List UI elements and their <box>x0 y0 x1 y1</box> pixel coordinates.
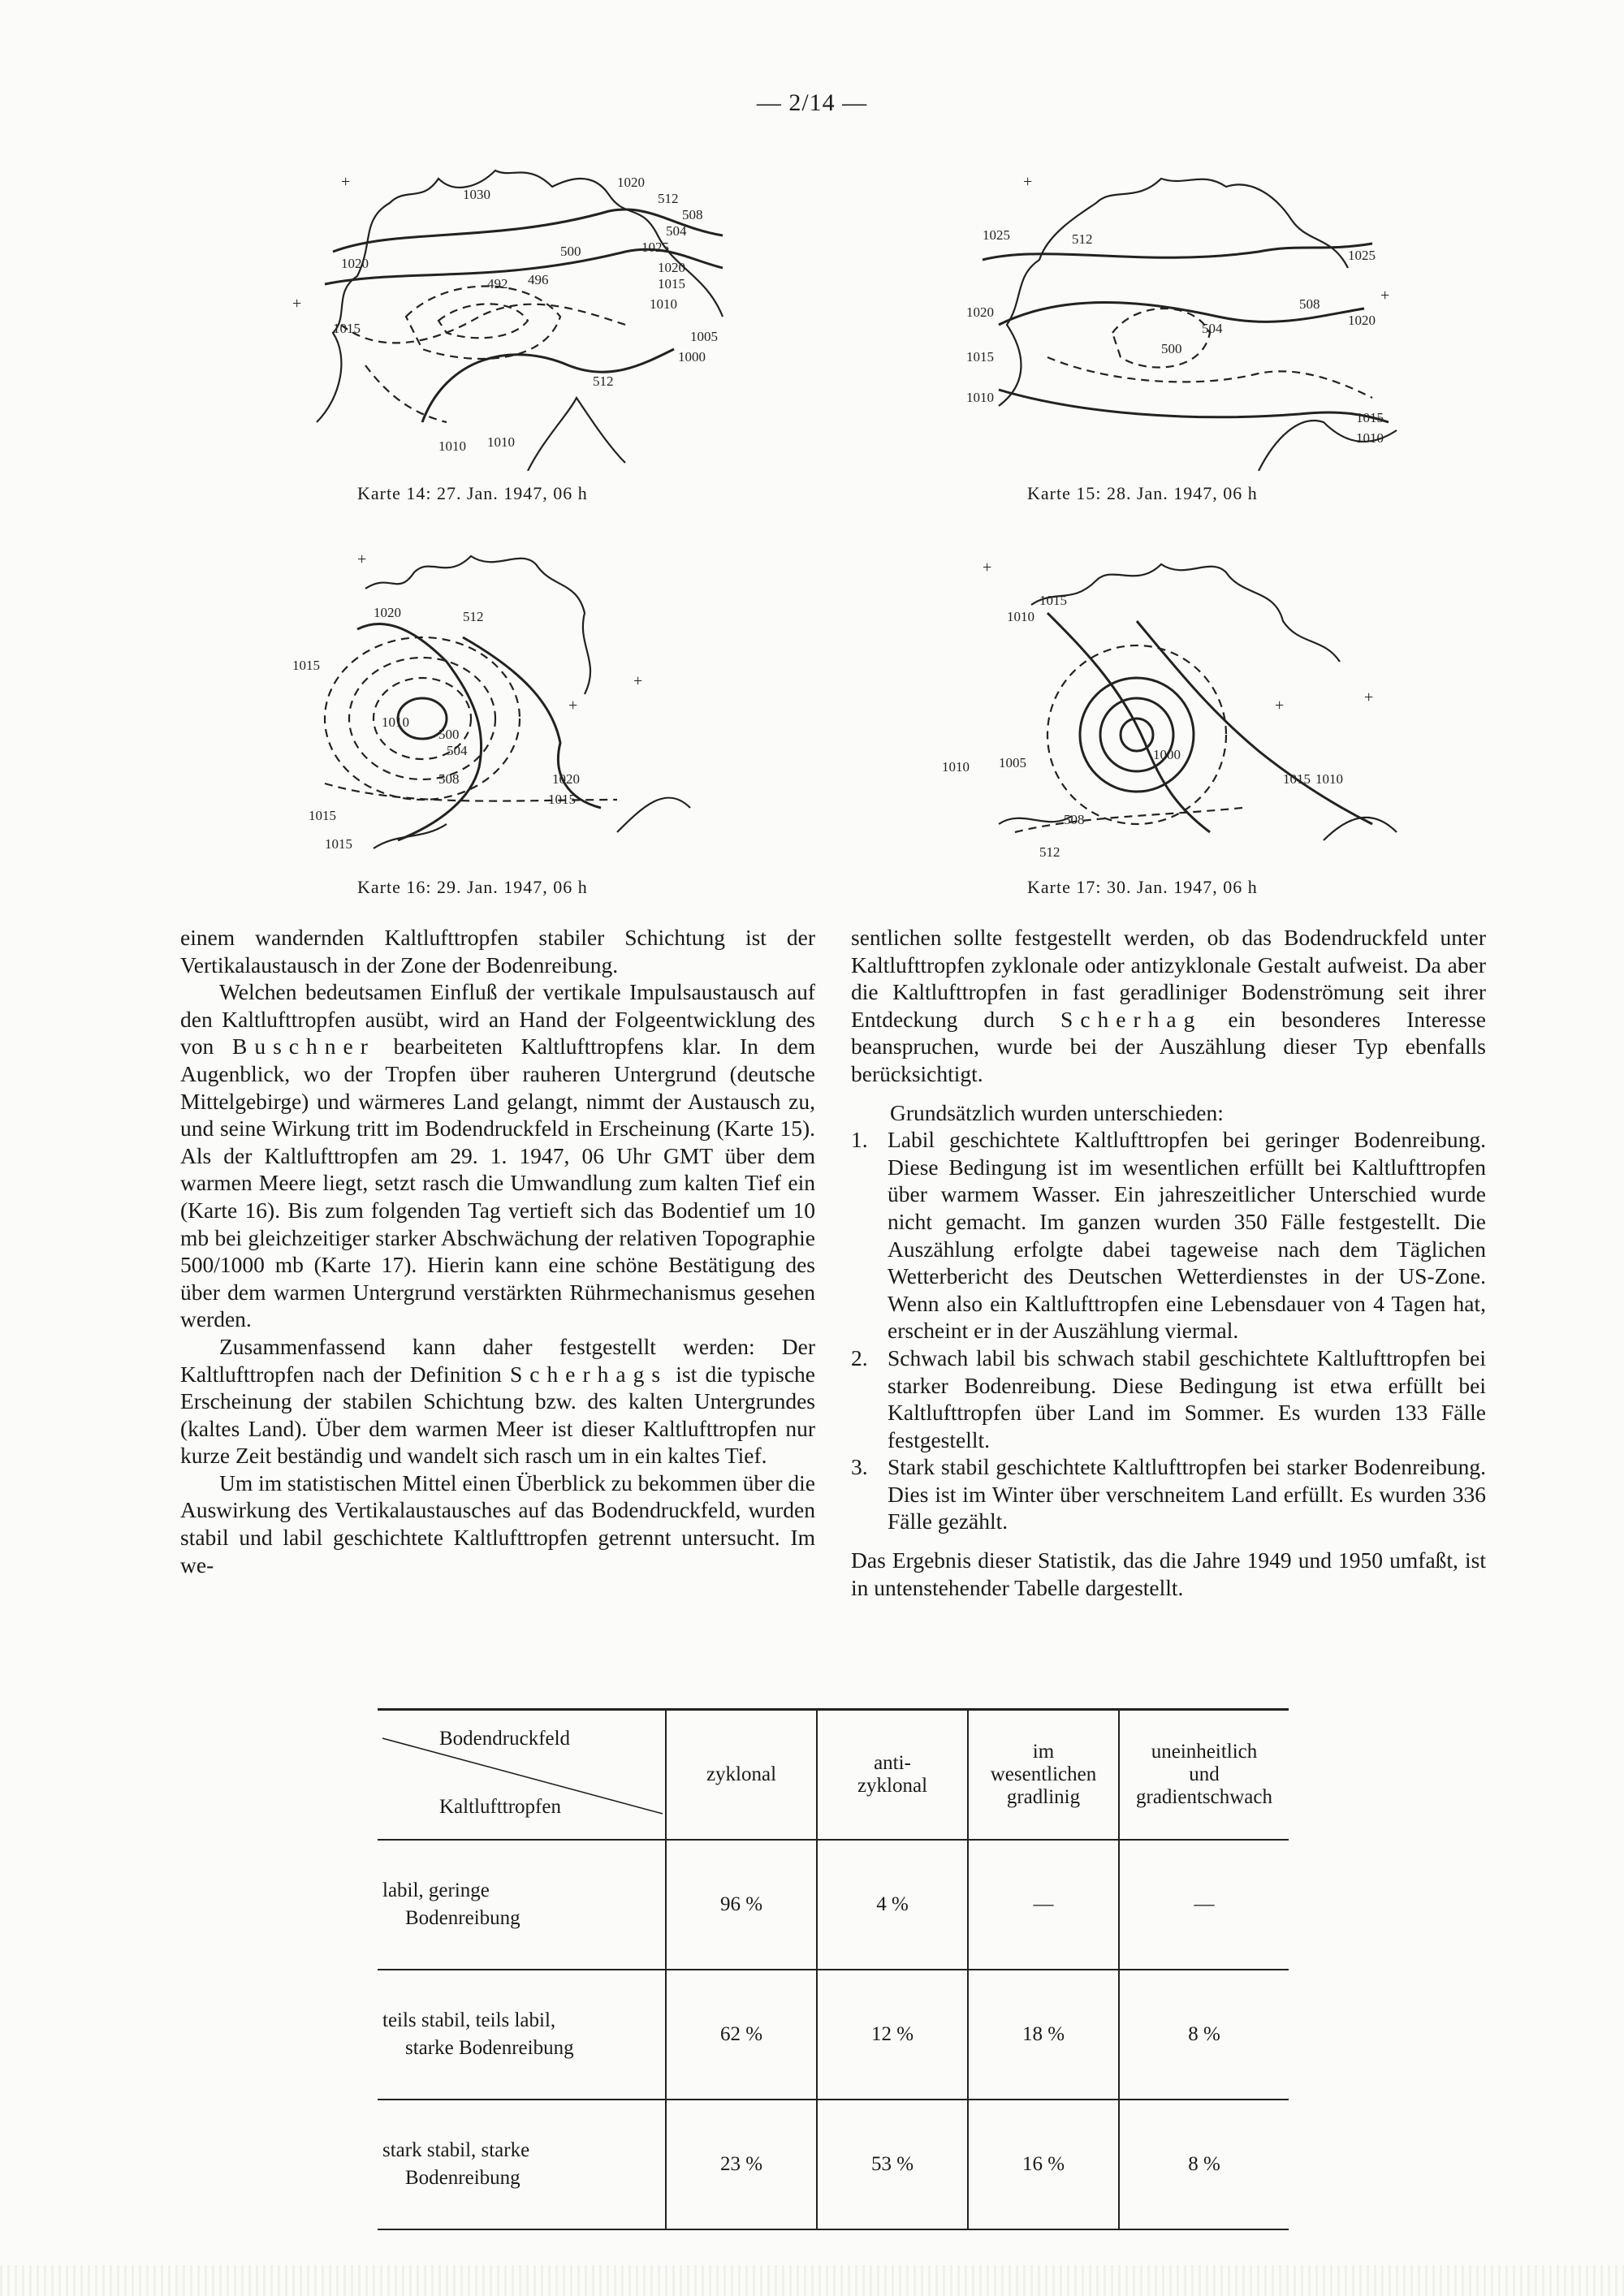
map-caption-karte-17: Karte 17: 30. Jan. 1947, 06 h <box>1027 877 1258 897</box>
table-cell: 16 % <box>968 2100 1119 2229</box>
statistics-table <box>378 1708 1289 2230</box>
left-column <box>180 924 815 1578</box>
svg-text:+: + <box>1380 287 1390 304</box>
left-paragraph-4: Um im statistischen Mittel einen Überblick zu bekommen über die Auswirkung des Vertikalaustausches auf das Bodendruckfeld, wurden stabil und labil geschichtete Kaltlufttropfen getrennt untersucht. Im we- <box>180 1470 815 1577</box>
right-paragraph-3: Das Ergebnis dieser Statistik, das die Jahre 1949 und 1950 umfaßt, ist in untenstehender Tabelle dargestellt. <box>851 1547 1486 1600</box>
svg-text:512: 512 <box>1072 231 1093 247</box>
svg-text:500: 500 <box>560 244 581 259</box>
svg-text:+: + <box>1023 173 1033 191</box>
svg-text:+: + <box>568 697 578 714</box>
svg-text:1015: 1015 <box>1039 593 1067 608</box>
table-cell: 23 % <box>666 2100 817 2229</box>
svg-text:+: + <box>292 295 302 313</box>
right-column <box>851 924 1486 1601</box>
map-caption-karte-16: Karte 16: 29. Jan. 1947, 06 h <box>357 877 588 897</box>
svg-text:512: 512 <box>593 373 614 389</box>
table-header-zyklonal: zyklonal <box>666 1710 817 1841</box>
table-row <box>378 1970 1289 2100</box>
list-item-3: 3. Stark stabil geschichtete Kaltlufttropfen bei starker Bodenreibung. Dies ist im Winter über verschneitem Land erfüllt. Es wurden 336 Fälle gezählt. <box>851 1454 1486 1534</box>
table-cell: 53 % <box>817 2100 968 2229</box>
svg-text:1015: 1015 <box>325 836 352 852</box>
svg-text:512: 512 <box>658 191 679 206</box>
table-cell: 18 % <box>968 1970 1119 2100</box>
svg-text:1020: 1020 <box>1348 313 1376 328</box>
scan-noise-edge <box>0 2265 1624 2296</box>
svg-text:1020: 1020 <box>617 175 645 190</box>
svg-text:+: + <box>341 173 351 191</box>
svg-text:1020: 1020 <box>658 260 685 275</box>
list-item-1: 1. Labil geschichtete Kaltlufttropfen bei geringer Bodenreibung. Diese Bedingung ist im wesentlichen erfüllt bei Kaltlufttropfen über warmem Wasser. Ein jahreszeitlicher Unterschied wurde nicht gemacht. Im ganzen wurden 350 Fälle festgestellt. Die Auszählung erfolgte dabei tageweise nach dem Täglichen Wetterbericht des Deutschen Wetterdienstes in der US-Zone. Wenn also ein Kaltlufttropfen eine Lebensdauer von 4 Tagen hat, erscheint er in der Auszählung viermal. <box>851 1127 1486 1344</box>
svg-text:508: 508 <box>1064 812 1085 827</box>
svg-text:500: 500 <box>1161 341 1182 356</box>
author-name-buschner: Buschner <box>232 1034 375 1060</box>
svg-text:1020: 1020 <box>966 304 994 320</box>
svg-text:508: 508 <box>1299 296 1320 312</box>
svg-text:1020: 1020 <box>374 605 401 620</box>
svg-text:1015: 1015 <box>1283 771 1311 787</box>
table-cell: 96 % <box>666 1840 817 1970</box>
table-cell: 4 % <box>817 1840 968 1970</box>
svg-text:+: + <box>983 559 992 576</box>
row-label: labil, geringe Bodenreibung <box>378 1840 666 1970</box>
svg-text:1005: 1005 <box>690 329 718 344</box>
author-name-scherhag: Scherhag <box>1060 1006 1203 1032</box>
table-cell: — <box>968 1840 1119 1970</box>
svg-text:1015: 1015 <box>292 658 320 673</box>
table-row <box>378 2100 1289 2229</box>
svg-text:1010: 1010 <box>382 714 409 730</box>
svg-text:1010: 1010 <box>650 296 677 312</box>
table-cell: 12 % <box>817 1970 968 2100</box>
left-paragraph-1: einem wandernden Kaltlufttropfen stabiler Schichtung ist der Vertikalaustausch in der Zone der Bodenreibung. <box>180 925 815 978</box>
svg-text:512: 512 <box>463 609 484 624</box>
svg-text:+: + <box>357 550 367 568</box>
svg-text:1015: 1015 <box>333 321 361 336</box>
svg-text:1015: 1015 <box>309 808 336 823</box>
svg-text:1010: 1010 <box>438 438 466 454</box>
svg-text:508: 508 <box>682 207 703 222</box>
svg-text:1025: 1025 <box>983 227 1010 243</box>
table-cell: 8 % <box>1119 1970 1289 2100</box>
corner-label-bodendruckfeld: Bodendruckfeld <box>439 1728 571 1750</box>
svg-text:1015: 1015 <box>658 276 685 291</box>
left-paragraph-2: Welchen bedeutsamen Einfluß der vertikale Impulsaustausch auf den Kaltlufttropfen ausübt, wird an Hand der Folgeentwicklung des von Buschner bearbeiteten Kaltlufttropfens klar. In dem Augenblick, wo der Tropfen über rauheren Untergrund (deutsche Mittelgebirge) und wärmeres Land gelangt, nimmt der Austausch zu, und seine Wirkung tritt im Bodendruckfeld in Erscheinung (Karte 15). Als der Kaltlufttropfen am 29. 1. 1947, 06 Uhr GMT über dem warmen Meere liegt, setzt rasch die Umwandlung zum kalten Tief ein (Karte 16). Bis zum folgenden Tag vertieft sich das Bodentief um 10 mb bei gleichzeitiger starker Abschwächung der relativen Topographie 500/1000 mb (Karte 17). Hierin kann eine schöne Bestätigung des über dem warmen Untergrund verstärkten Rührmechanismus gesehen werden. <box>180 979 815 1332</box>
svg-text:500: 500 <box>438 727 460 742</box>
svg-text:1000: 1000 <box>678 349 706 365</box>
svg-text:1010: 1010 <box>942 759 970 775</box>
svg-text:+: + <box>1364 688 1374 706</box>
svg-text:1010: 1010 <box>1315 771 1343 787</box>
svg-text:1000: 1000 <box>1153 747 1181 762</box>
map-caption-karte-14: Karte 14: 27. Jan. 1947, 06 h <box>357 483 588 503</box>
row-label: stark stabil, starke Bodenreibung <box>378 2100 666 2229</box>
table-header-gradlinig: im wesentlichen gradlinig <box>968 1710 1119 1841</box>
table-row <box>378 1840 1289 1970</box>
left-paragraph-3: Zusammenfassend kann daher festgestellt werden: Der Kaltlufttropfen nach der Definition Scherhags ist die typische Erscheinung der stabilen Schichtung bzw. des kalten Untergrundes (kaltes Land). Über dem warmen Meer ist dieser Kaltlufttropfen nur kurze Zeit beständig und wandelt sich rasch um in ein kaltes Tief. <box>180 1333 815 1469</box>
svg-text:504: 504 <box>666 223 687 239</box>
svg-text:504: 504 <box>447 743 468 758</box>
svg-text:1005: 1005 <box>999 755 1026 770</box>
table-corner-cell <box>378 1710 666 1841</box>
svg-text:1010: 1010 <box>487 434 515 450</box>
svg-text:+: + <box>1275 697 1285 714</box>
table-cell: 62 % <box>666 1970 817 2100</box>
svg-text:1030: 1030 <box>463 187 490 202</box>
weather-map-karte-17 <box>934 540 1413 873</box>
svg-text:508: 508 <box>438 771 460 787</box>
table-header-row <box>378 1710 1289 1841</box>
table-cell: — <box>1119 1840 1289 1970</box>
right-paragraph-1: sentlichen sollte festgestellt werden, ob das Bodendruckfeld unter Kaltlufttropfen zyklonale oder antizyklonale Gestalt aufweist. Da aber die Kaltlufttropfen in fast geradliniger Bodenströmung seit ihrer Entdeckung durch Scherhag ein besonderes Interesse beanspruchen, wurde bei der Auszählung dieser Typ ebenfalls berücksichtigt. <box>851 925 1486 1086</box>
table-header-uneinheitlich: uneinheitlich und gradientschwach <box>1119 1710 1289 1841</box>
weather-map-karte-15 <box>950 154 1405 471</box>
list-item-2: 2. Schwach labil bis schwach stabil geschichtete Kaltlufttropfen bei starker Bodenreibung. Diese Bedingung ist etwa erfüllt bei Kaltlufttropfen über Land im Sommer. Es wurden 133 Fälle festgestellt. <box>851 1344 1486 1452</box>
right-paragraph-2: Grundsätzlich wurden unterschieden: <box>890 1099 1224 1125</box>
svg-text:1025: 1025 <box>641 240 669 255</box>
svg-text:1015: 1015 <box>966 349 994 365</box>
svg-text:1020: 1020 <box>552 771 580 787</box>
corner-label-kaltlufttropfen: Kaltlufttropfen <box>439 1796 561 1818</box>
svg-text:1025: 1025 <box>1348 248 1376 263</box>
weather-map-karte-14 <box>284 154 739 471</box>
weather-map-karte-16 <box>276 540 731 873</box>
svg-text:1010: 1010 <box>966 390 994 405</box>
author-name-scherhags: Scherhags <box>510 1361 668 1387</box>
table-header-antizyklonal: anti- zyklonal <box>817 1710 968 1841</box>
svg-text:1010: 1010 <box>1356 430 1384 446</box>
table-cell: 8 % <box>1119 2100 1289 2229</box>
svg-text:492: 492 <box>487 276 508 291</box>
svg-text:1015: 1015 <box>1356 410 1384 425</box>
svg-text:496: 496 <box>528 272 549 287</box>
map-caption-karte-15: Karte 15: 28. Jan. 1947, 06 h <box>1027 483 1258 503</box>
svg-text:1020: 1020 <box>341 256 369 271</box>
svg-text:512: 512 <box>1039 844 1060 860</box>
page-number: — 2/14 — <box>756 89 868 116</box>
row-label: teils stabil, teils labil, starke Bodenreibung <box>378 1970 666 2100</box>
svg-text:+: + <box>633 672 643 690</box>
svg-text:1015: 1015 <box>548 792 576 807</box>
svg-text:504: 504 <box>1202 321 1223 336</box>
svg-text:1010: 1010 <box>1007 609 1034 624</box>
